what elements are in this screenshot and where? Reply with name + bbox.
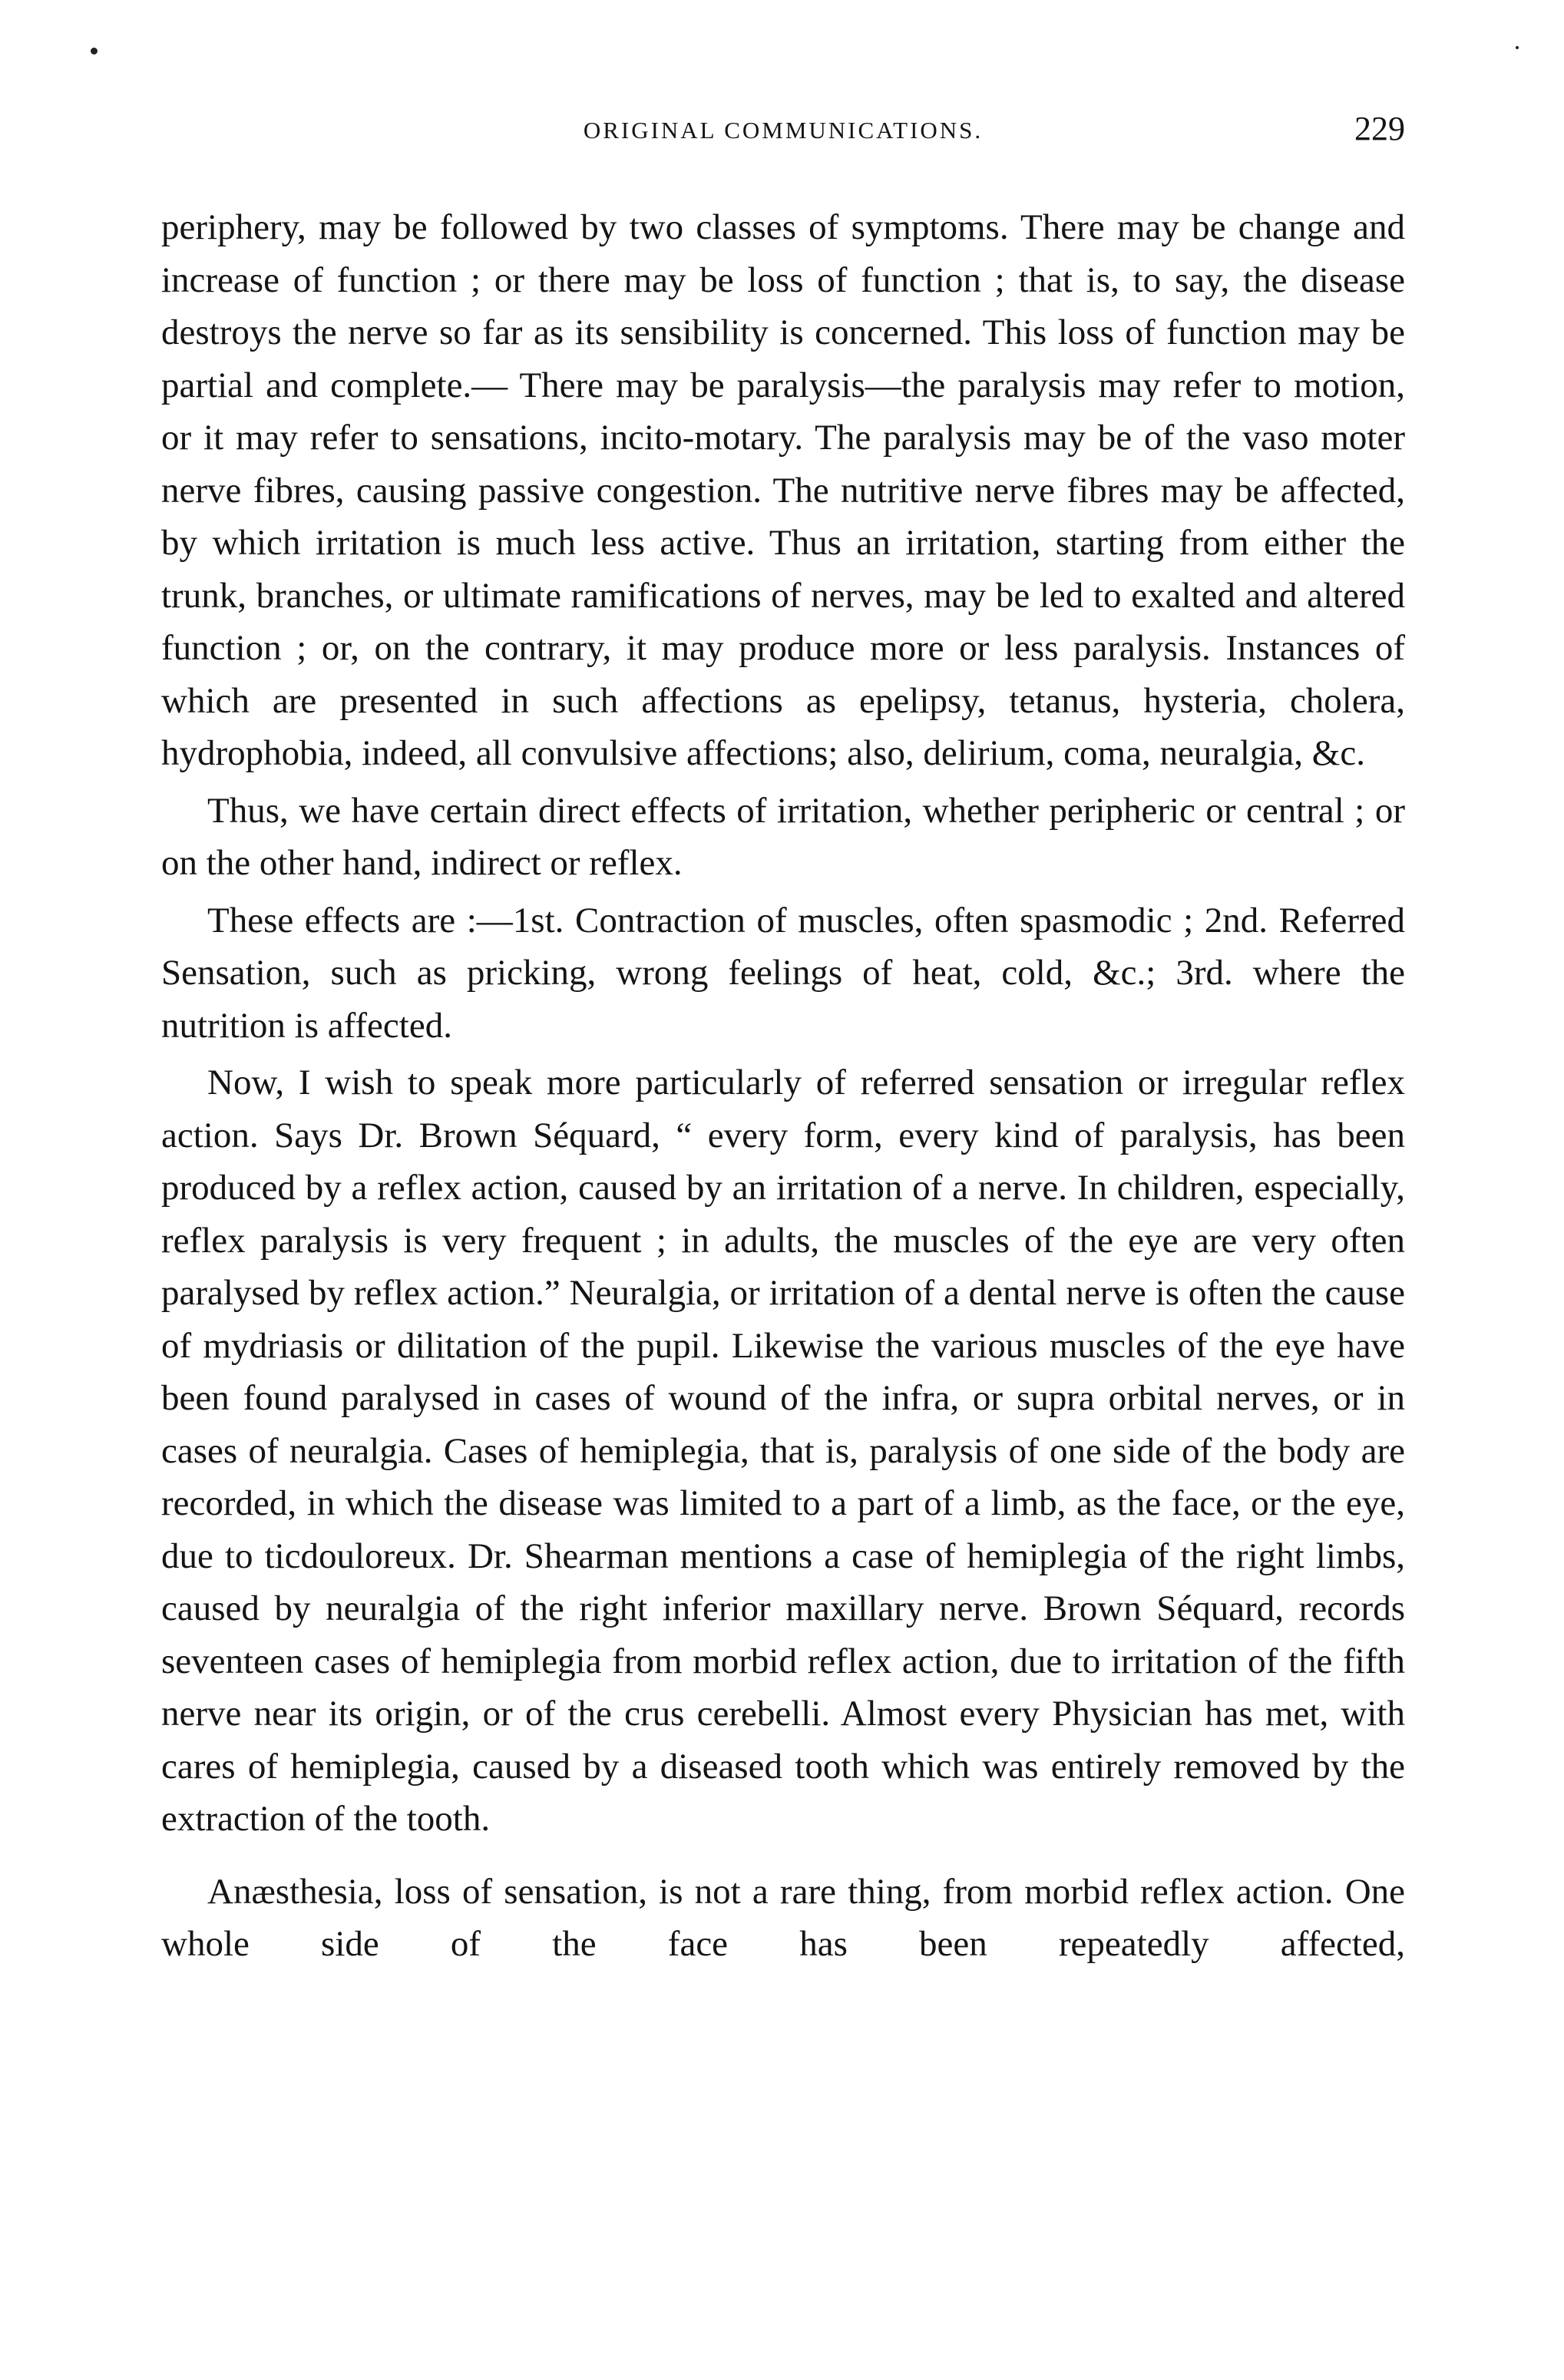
paragraph-referred-sensation: Now, I wish to speak more particularly of referred sensation or irregular reflex action. Says Dr. Brown Séquard, “ every form, every kind of paralysis, has been produced by a reflex action, caused by an irritation of a nerve. In children, especially, reflex paralysis is very frequent ; in adults, the muscles of the eye are very often paralysed by reflex action.” Neuralgia, or irritation of a dental nerve is often the cause of mydriasis or dilitation of the pupil. Likewise the various muscles of the eye have been found paralysed in cases of wound of the infra, or supra orbital nerves, or in cases of neuralgia. Cases of hemiplegia, that is, paralysis of one side of the body are recorded, in which the disease was limited to a part of a limb, as the face, or the eye, due to ticdouloreux. Dr. Shearman mentions a case of hemiplegia of the right limbs, caused by neuralgia of the right inferior maxillary nerve. Brown Séquard, records seventeen cases of hemiplegia from morbid reflex action, due to irritation of the fifth nerve near its origin, or of the crus cerebelli. Almost every Physician has met, with cares of hemiplegia, caused by a diseased tooth which was entirely removed by the extraction of the tooth.	[161, 1063, 1405, 1839]
paragraph-effects-list: These effects are :—1st. Contraction of muscles, often spasmodic ; 2nd. Referred Sensation, such as pricking, wrong feelings of heat, cold, &c.; 3rd. where the nutrition is affected.	[161, 900, 1405, 1046]
page-number: 229	[1354, 110, 1405, 147]
body-text	[161, 201, 1405, 1971]
ink-speck	[1516, 46, 1519, 49]
paragraph-continued: periphery, may be followed by two classes of symptoms. There may be change and increase of function ; or there may be loss of function ; that is, to say, the disease destroys the nerve so far as its sensibility is concerned. This loss of function may be partial and complete.— There may be paralysis—the paralysis may refer to motion, or it may refer to sensations, incito-motary. The paralysis may be of the vaso moter nerve fibres, causing passive congestion. The nutritive nerve fibres may be affected, by which irritation is much less active. Thus an irritation, starting from either the trunk, branches, or ultimate ramifications of nerves, may be led to exalted and altered function ; or, on the contrary, it may produce more or less paralysis. Instances of which are presented in such affections as epelipsy, tetanus, hysteria, cholera, hydrophobia, indeed, all convulsive affections; also, delirium, coma, neuralgia, &c.	[161, 207, 1405, 773]
paragraph-anaesthesia: Anæsthesia, loss of sensation, is not a rare thing, from morbid reflex action. One whole side of the face has been repeatedly affected,	[161, 1871, 1405, 1964]
paragraph-direct-effects: Thus, we have certain direct effects of irritation, whether peripheric or central ; or on the other hand, indirect or reflex.	[161, 790, 1405, 883]
running-head	[161, 110, 1405, 161]
ink-speck	[91, 48, 98, 55]
running-head-title: ORIGINAL COMMUNICATIONS.	[583, 117, 984, 144]
